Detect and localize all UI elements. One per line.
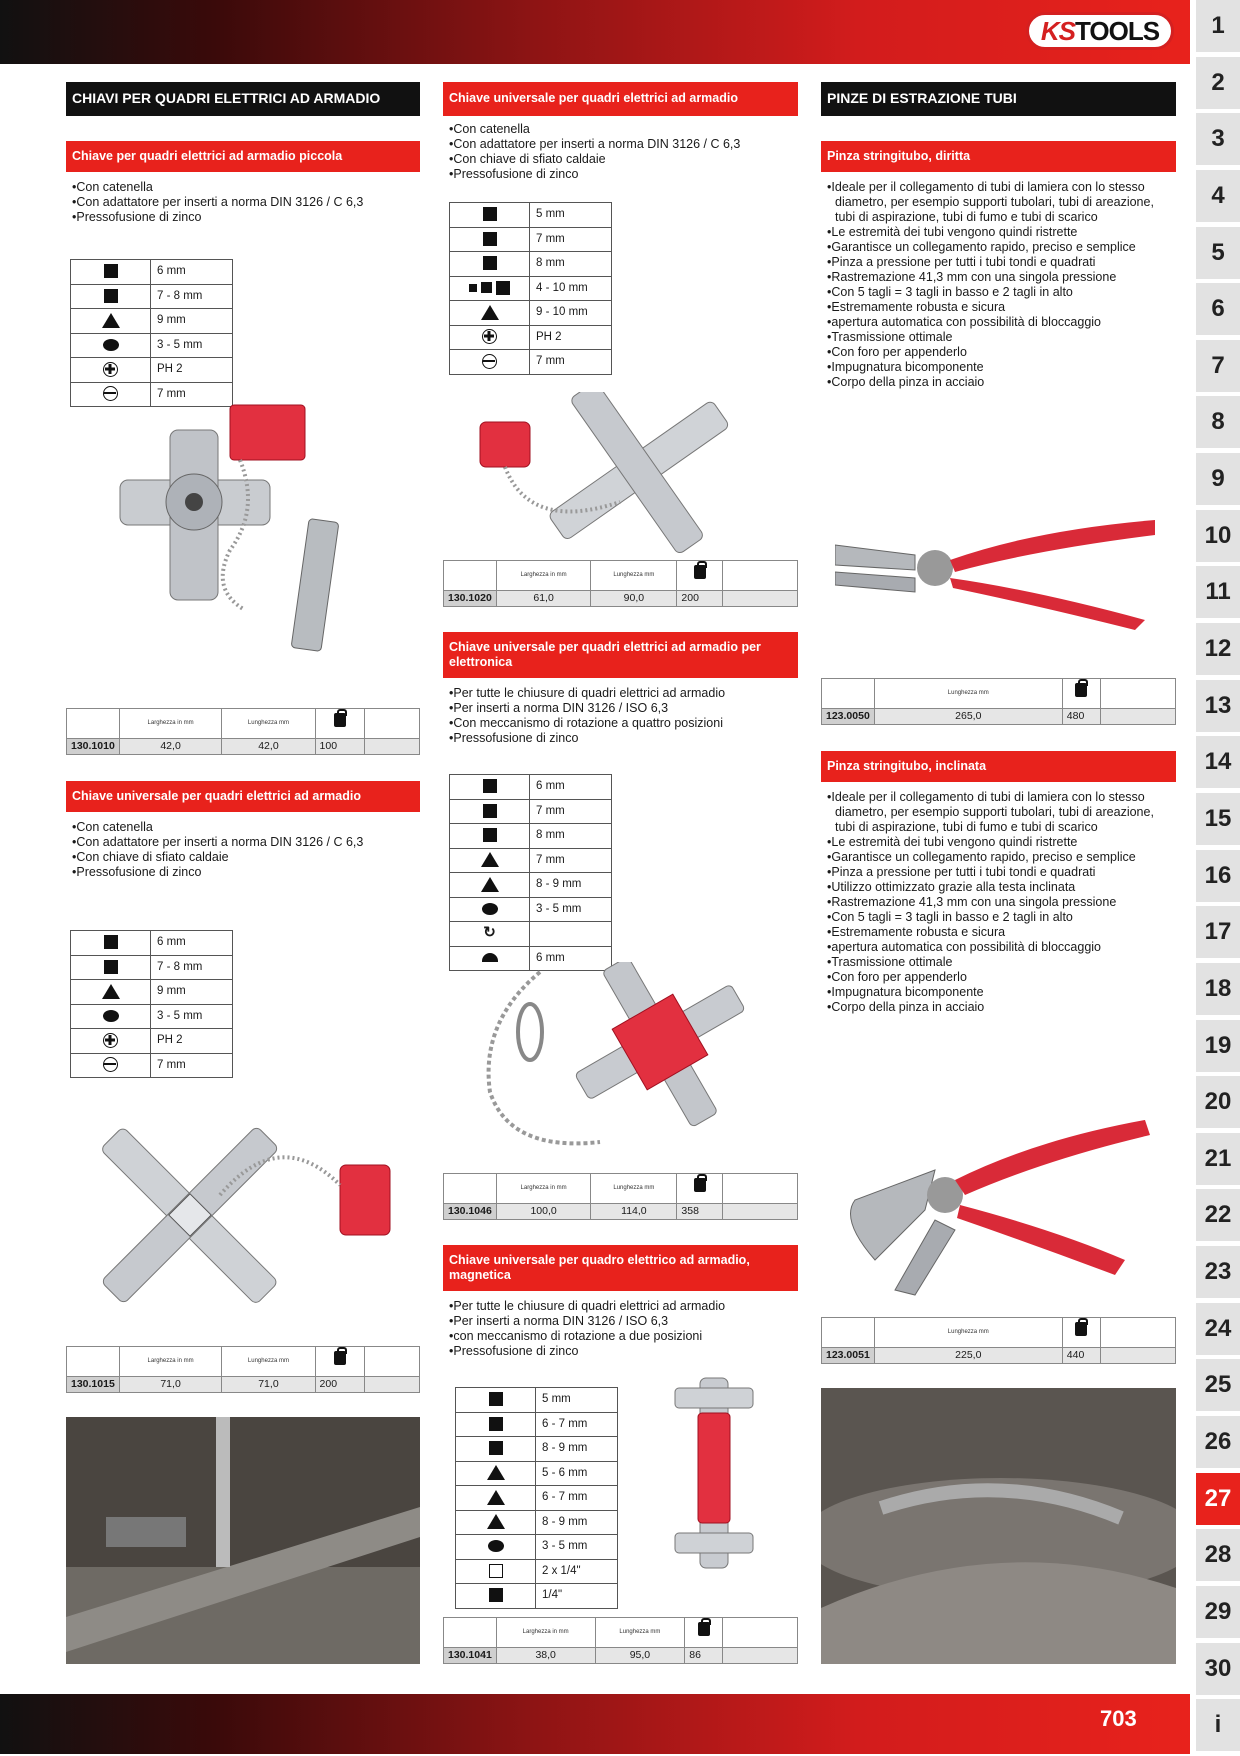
- feature-item: • Ideale per il collegamento di tubi di lamiera con lo stesso diametro, per esempio supporti tubolari, tubi di areazione, tubi di aspirazione, tubi di fumo e tubi di scarico: [827, 180, 1176, 225]
- spec-row: [450, 350, 612, 375]
- spec-value: 7 mm: [151, 382, 233, 407]
- column-2: [443, 82, 798, 375]
- feature-item: • Impugnatura bicomponente: [827, 360, 1176, 375]
- triangle-drive-icon: [487, 1490, 505, 1505]
- feature-item: • Per tutte le chiusure di quadri elettrici ad armadio: [449, 686, 798, 701]
- triangle-drive-icon: [487, 1465, 505, 1480]
- spec-row: [450, 775, 612, 800]
- chapter-tab-19[interactable]: 19: [1196, 1020, 1240, 1072]
- triangle-drive-icon: [487, 1514, 505, 1529]
- chapter-tab-1[interactable]: 1: [1196, 0, 1240, 52]
- bottom-banner: [0, 1694, 1190, 1754]
- spec-value: 9 mm: [151, 980, 233, 1005]
- double-bit-icon: [488, 1540, 504, 1552]
- chapter-tab-5[interactable]: 5: [1196, 227, 1240, 279]
- chapter-tab-30[interactable]: 30: [1196, 1643, 1240, 1695]
- product-image-130-1041: [660, 1368, 770, 1578]
- triangle-drive-icon: [481, 877, 499, 892]
- spec-row: [450, 922, 612, 947]
- spec-value: 4 - 10 mm: [530, 276, 612, 301]
- spec-row: [456, 1584, 618, 1609]
- spec-row: [456, 1412, 618, 1437]
- page-number: 703: [1100, 1706, 1137, 1731]
- spec-row: [71, 260, 233, 285]
- feature-item: • Le estremità dei tubi vengono quindi ristrette: [827, 225, 1176, 240]
- feature-item: • Le estremità dei tubi vengono quindi ristrette: [827, 835, 1176, 850]
- spec-value: 1/4": [536, 1584, 618, 1609]
- spec-row: [456, 1486, 618, 1511]
- feature-item: • Con catenella: [72, 180, 420, 195]
- chapter-tab-9[interactable]: 9: [1196, 453, 1240, 505]
- spec-value: PH 2: [530, 325, 612, 350]
- chapter-tab-6[interactable]: 6: [1196, 283, 1240, 335]
- product-title: Chiave per quadri elettrici ad armadio piccola: [66, 141, 420, 172]
- price-table-130-1046: Larghezza in mm Lunghezza mm 130.1046 100,0 114,0 358: [443, 1173, 798, 1220]
- square-drive-icon: [483, 232, 497, 246]
- spec-table: [70, 930, 233, 1078]
- feature-item: • Con 5 tagli = 3 tagli in basso e 2 tagli in alto: [827, 910, 1176, 925]
- chapter-tab-21[interactable]: 21: [1196, 1133, 1240, 1185]
- spec-value: 9 - 10 mm: [530, 301, 612, 326]
- column-1-product-2: [66, 781, 420, 1078]
- feature-item: • Trasmissione ottimale: [827, 955, 1176, 970]
- feature-item: • Con foro per appenderlo: [827, 970, 1176, 985]
- spec-value: 8 - 9 mm: [536, 1437, 618, 1462]
- square-drive-icon: [483, 828, 497, 842]
- spec-value: 8 - 9 mm: [530, 873, 612, 898]
- double-bit-icon: [482, 903, 498, 915]
- product-image-123-0051: [835, 1110, 1165, 1300]
- feature-list: [443, 122, 798, 182]
- column-3: [821, 82, 1176, 390]
- square-drive-icon: [489, 1392, 503, 1406]
- chapter-tab-24[interactable]: 24: [1196, 1303, 1240, 1355]
- feature-item: • Pressofusione di zinco: [449, 167, 798, 182]
- spec-value: 6 - 7 mm: [536, 1412, 618, 1437]
- spec-row: [71, 358, 233, 383]
- spec-row: [71, 1004, 233, 1029]
- feature-item: • Ideale per il collegamento di tubi di lamiera con lo stesso diametro, per esempio supporti tubolari, tubi di areazione, tubi di aspirazione, tubi di fumo e tubi di scarico: [827, 790, 1176, 835]
- spec-row: [450, 799, 612, 824]
- spec-row: [456, 1535, 618, 1560]
- product-title: Chiave universale per quadro elettrico ad armadio, magnetica: [443, 1245, 798, 1291]
- spec-row: [71, 333, 233, 358]
- feature-item: • Impugnatura bicomponente: [827, 985, 1176, 1000]
- feature-item: • Con foro per appenderlo: [827, 345, 1176, 360]
- product-title: Chiave universale per quadri elettrici ad armadio: [443, 82, 798, 116]
- price-table-130-1015: Larghezza in mm Lunghezza mm 130.1015 71,0 71,0 200: [66, 1346, 420, 1393]
- spec-row: [450, 873, 612, 898]
- feature-item: • Pressofusione di zinco: [449, 1344, 798, 1359]
- product-image-130-1015: [70, 1105, 410, 1345]
- feature-item: • Corpo della pinza in acciaio: [827, 1000, 1176, 1015]
- chapter-tab-27[interactable]: 27: [1196, 1473, 1240, 1525]
- square-drive-icon: [104, 960, 118, 974]
- multi-square-icon: [469, 282, 510, 294]
- square-drive-icon: [489, 1417, 503, 1431]
- chapter-tab-29[interactable]: 29: [1196, 1586, 1240, 1638]
- feature-item: • Con meccanismo di rotazione a quattro posizioni: [449, 716, 798, 731]
- spec-value: 7 mm: [530, 350, 612, 375]
- chapter-tab-13[interactable]: 13: [1196, 680, 1240, 732]
- spec-table: [449, 202, 612, 375]
- spec-row: [71, 284, 233, 309]
- spec-row: [71, 309, 233, 334]
- pliers-closeup-photo: [821, 1388, 1176, 1664]
- spec-value: 7 mm: [151, 1053, 233, 1078]
- chapter-tab-7[interactable]: 7: [1196, 340, 1240, 392]
- spec-row: [450, 824, 612, 849]
- spec-row: [71, 1029, 233, 1054]
- weight-icon: [694, 1178, 706, 1192]
- section-header: PINZE DI ESTRAZIONE TUBI: [821, 82, 1176, 116]
- chapter-tab-23[interactable]: 23: [1196, 1246, 1240, 1298]
- spec-value: 8 mm: [530, 252, 612, 277]
- feature-item: • Utilizzo ottimizzato grazie alla testa inclinata: [827, 880, 1176, 895]
- spec-value: 6 - 7 mm: [536, 1486, 618, 1511]
- chapter-tab-22[interactable]: 22: [1196, 1189, 1240, 1241]
- feature-item: • Trasmissione ottimale: [827, 330, 1176, 345]
- feature-item: • Pressofusione di zinco: [72, 210, 420, 225]
- feature-item: • con meccanismo di rotazione a due posizioni: [449, 1329, 798, 1344]
- half-round-icon: [482, 953, 498, 962]
- spec-row: [450, 276, 612, 301]
- slotted-icon: [482, 354, 497, 369]
- square-outline-icon: [489, 1564, 503, 1578]
- price-table-130-1041: Larghezza in mm Lunghezza mm 130.1041 38,0 95,0 86: [443, 1617, 798, 1664]
- spec-row: [456, 1510, 618, 1535]
- square-drive-icon: [489, 1441, 503, 1455]
- feature-list: [821, 180, 1176, 390]
- feature-item: • Con adattatore per inserti a norma DIN 3126 / C 6,3: [72, 835, 420, 850]
- brand-logo: KS TOOLS: [1026, 12, 1174, 50]
- spec-table: [449, 774, 612, 971]
- product-title: Chiave universale per quadri elettrici ad armadio: [66, 781, 420, 812]
- column-1: [66, 82, 420, 407]
- feature-list: [443, 1299, 798, 1359]
- weight-icon: [694, 565, 706, 579]
- feature-item: • Rastremazione 41,3 mm con una singola pressione: [827, 895, 1176, 910]
- spec-row: [450, 227, 612, 252]
- spec-row: [71, 931, 233, 956]
- feature-item: • apertura automatica con possibilità di bloccaggio: [827, 315, 1176, 330]
- chapter-tab-28[interactable]: 28: [1196, 1529, 1240, 1581]
- chapter-tab-14[interactable]: 14: [1196, 736, 1240, 788]
- spec-value: 3 - 5 mm: [151, 333, 233, 358]
- phillips-icon: [103, 362, 118, 377]
- feature-item: • Garantisce un collegamento rapido, preciso e semplice: [827, 850, 1176, 865]
- feature-item: • Per tutte le chiusure di quadri elettrici ad armadio: [449, 1299, 798, 1314]
- spec-value: 5 mm: [530, 203, 612, 228]
- product-title: Chiave universale per quadri elettrici ad armadio per elettronica: [443, 632, 798, 678]
- spec-value: 9 mm: [151, 309, 233, 334]
- feature-item: • Per inserti a norma DIN 3126 / ISO 6,3: [449, 701, 798, 716]
- square-drive-icon: [489, 1588, 503, 1602]
- product-image-130-1020: [470, 392, 770, 557]
- spec-value: 3 - 5 mm: [151, 1004, 233, 1029]
- price-table-130-1010: Larghezza in mm Lunghezza mm 130.1010 42,0 42,0 100: [66, 708, 420, 755]
- spec-value: 3 - 5 mm: [536, 1535, 618, 1560]
- spec-row: [450, 203, 612, 228]
- spec-value: PH 2: [151, 1029, 233, 1054]
- weight-icon: [1075, 1322, 1087, 1336]
- spec-row: [450, 301, 612, 326]
- triangle-drive-icon: [102, 313, 120, 328]
- triangle-drive-icon: [481, 852, 499, 867]
- spec-row: [456, 1388, 618, 1413]
- chapter-tab-16[interactable]: 16: [1196, 850, 1240, 902]
- spec-row: [456, 1437, 618, 1462]
- square-drive-icon: [483, 804, 497, 818]
- column-3-product-2: [821, 751, 1176, 1015]
- feature-item: • Rastremazione 41,3 mm con una singola pressione: [827, 270, 1176, 285]
- feature-list: [821, 790, 1176, 1015]
- feature-item: • Con 5 tagli = 3 tagli in basso e 2 tagli in alto: [827, 285, 1176, 300]
- triangle-drive-icon: [102, 984, 120, 999]
- weight-icon: [334, 713, 346, 727]
- spec-table: [70, 259, 233, 407]
- double-bit-icon: [103, 339, 119, 351]
- chapter-tab-26[interactable]: 26: [1196, 1416, 1240, 1468]
- feature-list: [443, 686, 798, 746]
- feature-item: • Corpo della pinza in acciaio: [827, 375, 1176, 390]
- feature-item: • Con adattatore per inserti a norma DIN 3126 / C 6,3: [449, 137, 798, 152]
- chapter-tab-20[interactable]: 20: [1196, 1076, 1240, 1128]
- product-title: Pinza stringitubo, inclinata: [821, 751, 1176, 782]
- column-2-product-2: [443, 632, 798, 971]
- spec-value: 7 mm: [530, 848, 612, 873]
- square-drive-icon: [483, 779, 497, 793]
- spec-value: 6 mm: [530, 775, 612, 800]
- feature-item: • Garantisce un collegamento rapido, preciso e semplice: [827, 240, 1176, 255]
- spec-row: [71, 1053, 233, 1078]
- weight-icon: [1075, 683, 1087, 697]
- chapter-tab-17[interactable]: 17: [1196, 906, 1240, 958]
- spec-value: 7 mm: [530, 799, 612, 824]
- chapter-tab-25[interactable]: 25: [1196, 1359, 1240, 1411]
- weight-icon: [334, 1351, 346, 1365]
- feature-item: • Pinza a pressione per tutti i tubi tondi e quadrati: [827, 865, 1176, 880]
- spec-row: [456, 1559, 618, 1584]
- workshop-photo: [66, 1417, 420, 1664]
- feature-item: • Con catenella: [449, 122, 798, 137]
- spec-value: 5 - 6 mm: [536, 1461, 618, 1486]
- phillips-icon: [482, 329, 497, 344]
- feature-item: • Con catenella: [72, 820, 420, 835]
- spec-value: 7 - 8 mm: [151, 284, 233, 309]
- feature-item: • apertura automatica con possibilità di bloccaggio: [827, 940, 1176, 955]
- feature-list: [66, 180, 420, 225]
- chapter-tab-2[interactable]: 2: [1196, 57, 1240, 109]
- square-drive-icon: [104, 264, 118, 278]
- square-drive-icon: [483, 256, 497, 270]
- feature-item: • Estremamente robusta e sicura: [827, 925, 1176, 940]
- spec-value: 2 x 1/4": [536, 1559, 618, 1584]
- chapter-tab-15[interactable]: 15: [1196, 793, 1240, 845]
- slotted-icon: [103, 1057, 118, 1072]
- feature-item: • Pressofusione di zinco: [449, 731, 798, 746]
- spec-value: 7 - 8 mm: [151, 955, 233, 980]
- chapter-tab-4[interactable]: 4: [1196, 170, 1240, 222]
- feature-item: • Pressofusione di zinco: [72, 865, 420, 880]
- triangle-drive-icon: [481, 305, 499, 320]
- feature-item: • Estremamente robusta e sicura: [827, 300, 1176, 315]
- weight-icon: [698, 1622, 710, 1636]
- product-image-123-0050: [835, 500, 1165, 630]
- spec-value: 3 - 5 mm: [530, 897, 612, 922]
- chapter-tab-i[interactable]: i: [1196, 1699, 1240, 1751]
- feature-item: • Con adattatore per inserti a norma DIN 3126 / C 6,3: [72, 195, 420, 210]
- rotate-icon: ↻: [483, 924, 496, 942]
- spec-value: 8 mm: [530, 824, 612, 849]
- spec-table: [455, 1387, 618, 1609]
- feature-item: • Pinza a pressione per tutti i tubi tondi e quadrati: [827, 255, 1176, 270]
- section-header: CHIAVI PER QUADRI ELETTRICI AD ARMADIO: [66, 82, 420, 116]
- spec-row: [450, 252, 612, 277]
- feature-item: • Per inserti a norma DIN 3126 / ISO 6,3: [449, 1314, 798, 1329]
- spec-value: 8 - 9 mm: [536, 1510, 618, 1535]
- chapter-tab-8[interactable]: 8: [1196, 396, 1240, 448]
- spec-value: 6 mm: [151, 931, 233, 956]
- chapter-tab-12[interactable]: 12: [1196, 623, 1240, 675]
- square-drive-icon: [104, 289, 118, 303]
- product-image-130-1010: [70, 400, 410, 705]
- product-image-130-1046: [470, 962, 780, 1162]
- price-table-123-0051: Lunghezza mm 123.0051 225,0 440: [821, 1317, 1176, 1364]
- spec-row: [450, 325, 612, 350]
- spec-row: [456, 1461, 618, 1486]
- spec-value: 6 mm: [151, 260, 233, 285]
- chapter-tab-10[interactable]: 10: [1196, 510, 1240, 562]
- spec-row: [71, 955, 233, 980]
- spec-value: 6 mm: [530, 946, 612, 971]
- feature-item: • Con chiave di sfiato caldaie: [449, 152, 798, 167]
- price-table-130-1020: Larghezza in mm Lunghezza mm 130.1020 61,0 90,0 200: [443, 560, 798, 607]
- spec-row: [450, 897, 612, 922]
- product-title: Pinza stringitubo, diritta: [821, 141, 1176, 172]
- square-drive-icon: [483, 207, 497, 221]
- spec-row: [71, 980, 233, 1005]
- chapter-tab-18[interactable]: 18: [1196, 963, 1240, 1015]
- spec-value: 7 mm: [530, 227, 612, 252]
- spec-value: 5 mm: [536, 1388, 618, 1413]
- chapter-tab-11[interactable]: 11: [1196, 566, 1240, 618]
- spec-value: [530, 922, 612, 947]
- double-bit-icon: [103, 1010, 119, 1022]
- feature-list: [66, 820, 420, 880]
- top-banner: [0, 0, 1190, 64]
- chapter-tab-3[interactable]: 3: [1196, 113, 1240, 165]
- chapter-tabs: [1196, 0, 1240, 1756]
- spec-value: PH 2: [151, 358, 233, 383]
- square-drive-icon: [104, 935, 118, 949]
- spec-row: [450, 848, 612, 873]
- price-table-123-0050: Lunghezza mm 123.0050 265,0 480: [821, 678, 1176, 725]
- feature-item: • Con chiave di sfiato caldaie: [72, 850, 420, 865]
- phillips-icon: [103, 1033, 118, 1048]
